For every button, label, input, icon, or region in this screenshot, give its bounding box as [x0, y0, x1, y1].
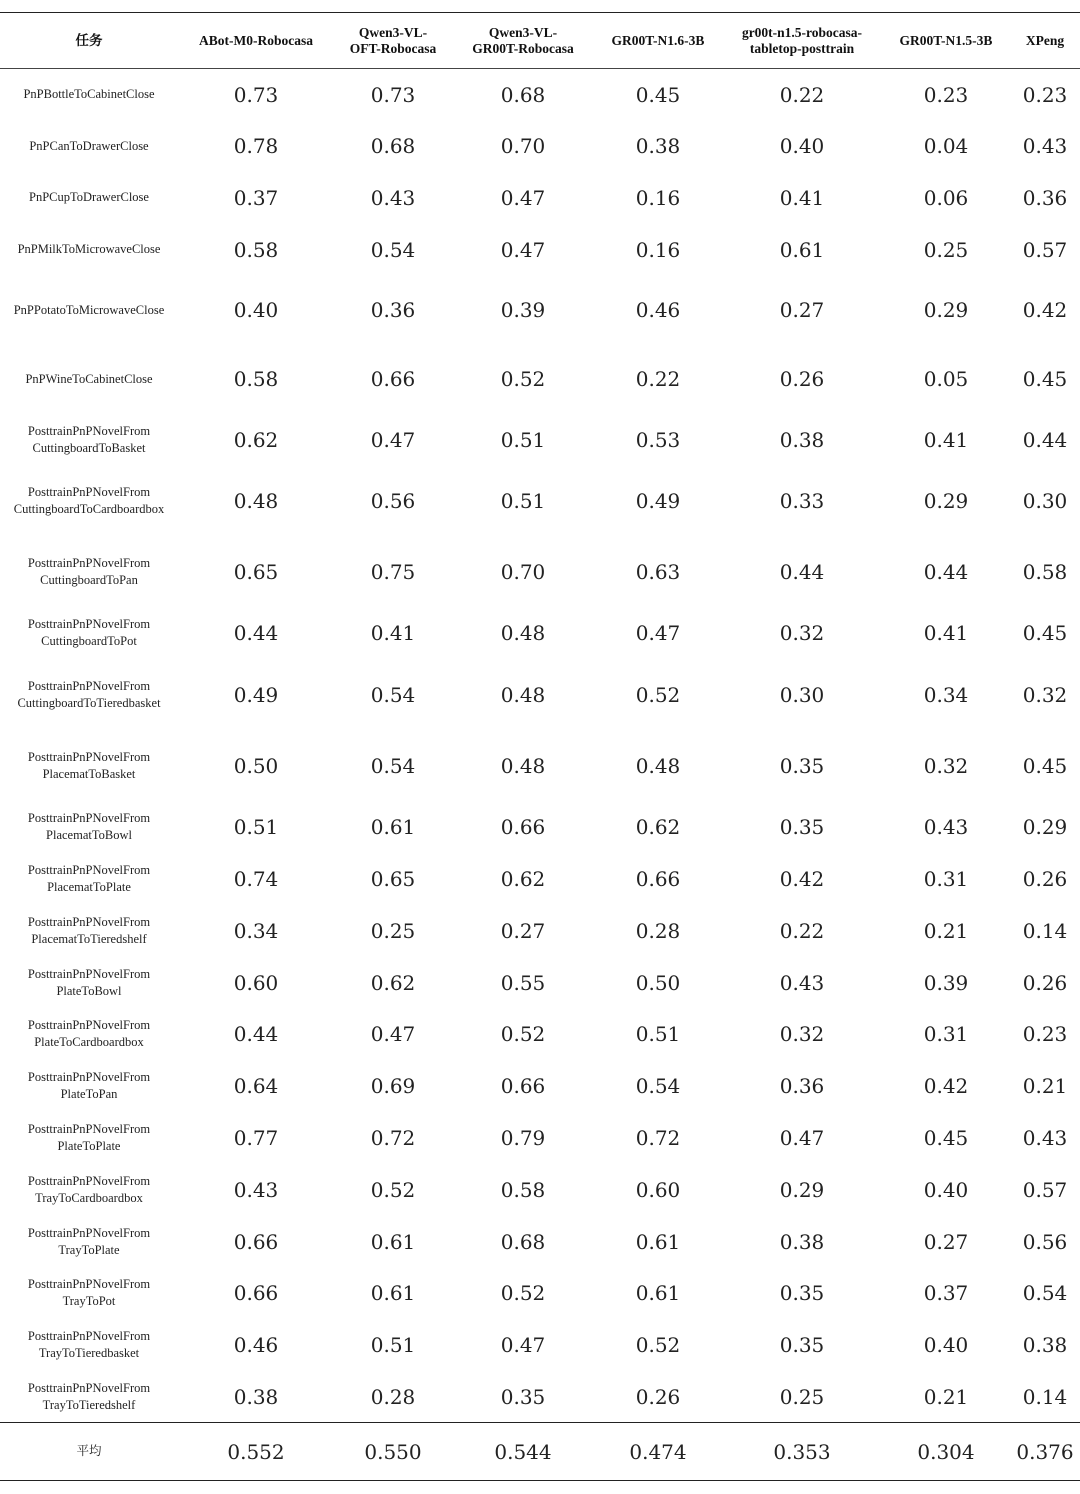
score-cell: 0.47 [370, 427, 416, 452]
table-body [0, 69, 1080, 1481]
score-cell: 0.68 [500, 82, 546, 107]
score-cell: 0.30 [779, 682, 825, 707]
score-cell: 0.32 [779, 1022, 825, 1047]
score-cell: 0.14 [1022, 918, 1068, 943]
score-cell: 0.26 [1022, 866, 1068, 891]
score-cell: 0.66 [635, 866, 681, 891]
score-cell: 0.29 [779, 1177, 825, 1202]
score-cell: 0.65 [370, 866, 416, 891]
score-cell: 0.48 [233, 488, 279, 513]
score-cell: 0.66 [233, 1229, 279, 1254]
header-model: gr00t-n1.5-robocasa- tabletop-posttrain [722, 13, 882, 69]
score-cell: 0.66 [370, 367, 416, 392]
score-cell: 0.23 [1022, 82, 1068, 107]
score-cell: 0.47 [500, 237, 546, 262]
score-cell: 0.38 [779, 1229, 825, 1254]
task-name: PosttrainPnPNovelFrom TrayToCardboardbox [27, 1173, 151, 1205]
header-model: GR00T-N1.5-3B [882, 13, 1010, 69]
score-cell: 0.48 [500, 682, 546, 707]
score-cell: 0.31 [923, 1022, 969, 1047]
score-cell: 0.61 [370, 815, 416, 840]
table-row [0, 224, 1080, 276]
score-cell: 0.38 [779, 427, 825, 452]
score-cell: 0.48 [500, 753, 546, 778]
score-cell: 0.27 [923, 1229, 969, 1254]
score-cell: 0.21 [923, 1384, 969, 1409]
score-cell: 0.54 [370, 237, 416, 262]
score-cell: 0.43 [1022, 1125, 1068, 1150]
table-row [0, 276, 1080, 345]
score-cell: 0.44 [923, 559, 969, 584]
header-model: Qwen3-VL- OFT-Robocasa [334, 13, 452, 69]
table-row [0, 1267, 1080, 1319]
average-label: 平均 [0, 1423, 178, 1481]
score-cell: 0.73 [233, 82, 279, 107]
score-cell: 0.36 [370, 298, 416, 323]
score-cell: 0.52 [500, 1022, 546, 1047]
task-name: PosttrainPnPNovelFrom TrayToPlate [27, 1225, 151, 1257]
task-name: PosttrainPnPNovelFrom TrayToTieredbasket [27, 1329, 151, 1361]
score-cell: 0.45 [1022, 753, 1068, 778]
score-cell: 0.55 [500, 970, 546, 995]
score-cell: 0.38 [233, 1384, 279, 1409]
score-cell: 0.48 [500, 621, 546, 646]
table-row [0, 659, 1080, 730]
task-name: PnPPotatoToMicrowaveClose [13, 302, 165, 317]
task-name: PosttrainPnPNovelFrom PlacematToBowl [27, 811, 151, 843]
table-row [0, 1319, 1080, 1371]
score-cell: 0.30 [1022, 488, 1068, 513]
score-cell: 0.45 [1022, 367, 1068, 392]
score-cell: 0.52 [370, 1177, 416, 1202]
score-cell: 0.62 [233, 427, 279, 452]
score-cell: 0.14 [1022, 1384, 1068, 1409]
table-row [0, 69, 1080, 121]
average-score-cell: 0.550 [334, 1423, 452, 1481]
average-score-cell: 0.353 [722, 1423, 882, 1481]
score-cell: 0.41 [779, 185, 825, 210]
score-cell: 0.44 [233, 1022, 279, 1047]
score-cell: 0.61 [635, 1229, 681, 1254]
table-row [0, 1060, 1080, 1112]
score-cell: 0.66 [233, 1281, 279, 1306]
task-name: PosttrainPnPNovelFrom TrayToTieredshelf [27, 1380, 151, 1412]
score-cell: 0.27 [500, 918, 546, 943]
score-cell: 0.28 [370, 1384, 416, 1409]
table-row [0, 1216, 1080, 1268]
header-model: Qwen3-VL- GR00T-Robocasa [452, 13, 594, 69]
header-model: XPeng [1010, 13, 1080, 69]
score-cell: 0.22 [779, 918, 825, 943]
score-cell: 0.46 [233, 1333, 279, 1358]
score-cell: 0.04 [923, 134, 969, 159]
task-name: PosttrainPnPNovelFrom PlacematToTieredshelf [27, 914, 151, 946]
score-cell: 0.49 [635, 488, 681, 513]
score-cell: 0.43 [923, 815, 969, 840]
score-cell: 0.52 [500, 1281, 546, 1306]
score-cell: 0.34 [923, 682, 969, 707]
score-cell: 0.79 [500, 1125, 546, 1150]
score-cell: 0.51 [635, 1022, 681, 1047]
score-cell: 0.31 [923, 866, 969, 891]
score-cell: 0.29 [1022, 815, 1068, 840]
task-name: PosttrainPnPNovelFrom PlateToPan [27, 1070, 151, 1102]
score-cell: 0.36 [1022, 185, 1068, 210]
average-score-cell: 0.304 [882, 1423, 1010, 1481]
table-row [0, 1112, 1080, 1164]
score-cell: 0.27 [779, 298, 825, 323]
score-cell: 0.54 [370, 682, 416, 707]
score-cell: 0.50 [233, 753, 279, 778]
score-cell: 0.68 [370, 134, 416, 159]
score-cell: 0.21 [923, 918, 969, 943]
average-score-cell: 0.544 [452, 1423, 594, 1481]
score-cell: 0.41 [923, 427, 969, 452]
header-model: GR00T-N1.6-3B [594, 13, 722, 69]
score-cell: 0.63 [635, 559, 681, 584]
score-cell: 0.75 [370, 559, 416, 584]
table-row [0, 172, 1080, 224]
score-cell: 0.42 [923, 1074, 969, 1099]
score-cell: 0.52 [635, 1333, 681, 1358]
score-cell: 0.54 [635, 1074, 681, 1099]
score-cell: 0.64 [233, 1074, 279, 1099]
task-name: PosttrainPnPNovelFrom CuttingboardToPot [27, 617, 151, 649]
score-cell: 0.41 [923, 621, 969, 646]
score-cell: 0.61 [635, 1281, 681, 1306]
table-row [0, 120, 1080, 172]
score-cell: 0.21 [1022, 1074, 1068, 1099]
score-cell: 0.45 [1022, 621, 1068, 646]
score-cell: 0.40 [779, 134, 825, 159]
score-cell: 0.51 [233, 815, 279, 840]
task-name: PosttrainPnPNovelFrom PlacematToBasket [27, 749, 151, 781]
score-cell: 0.54 [1022, 1281, 1068, 1306]
score-cell: 0.58 [500, 1177, 546, 1202]
table-row [0, 957, 1080, 1009]
score-cell: 0.61 [779, 237, 825, 262]
score-cell: 0.62 [635, 815, 681, 840]
score-cell: 0.39 [500, 298, 546, 323]
score-cell: 0.37 [233, 185, 279, 210]
score-cell: 0.47 [635, 621, 681, 646]
score-cell: 0.44 [233, 621, 279, 646]
table-row [0, 345, 1080, 414]
task-name: PosttrainPnPNovelFrom CuttingboardToPan [27, 555, 151, 587]
score-cell: 0.62 [500, 866, 546, 891]
score-cell: 0.23 [923, 82, 969, 107]
average-score-cell: 0.474 [594, 1423, 722, 1481]
score-cell: 0.61 [370, 1281, 416, 1306]
table-row [0, 607, 1080, 659]
score-cell: 0.58 [1022, 559, 1068, 584]
table-row [0, 1371, 1080, 1423]
table-row [0, 905, 1080, 957]
score-cell: 0.29 [923, 488, 969, 513]
score-cell: 0.36 [779, 1074, 825, 1099]
average-score-cell: 0.376 [1010, 1423, 1080, 1481]
score-cell: 0.52 [635, 682, 681, 707]
task-name: PosttrainPnPNovelFrom PlacematToPlate [27, 862, 151, 894]
score-cell: 0.49 [233, 682, 279, 707]
score-cell: 0.37 [923, 1281, 969, 1306]
score-cell: 0.68 [500, 1229, 546, 1254]
score-cell: 0.51 [370, 1333, 416, 1358]
score-cell: 0.52 [500, 367, 546, 392]
score-cell: 0.54 [370, 753, 416, 778]
score-cell: 0.45 [923, 1125, 969, 1150]
score-cell: 0.44 [779, 559, 825, 584]
score-cell: 0.16 [635, 237, 681, 262]
score-cell: 0.43 [233, 1177, 279, 1202]
task-name: PosttrainPnPNovelFrom PlateToCardboardbox [27, 1018, 151, 1050]
score-cell: 0.38 [1022, 1333, 1068, 1358]
score-cell: 0.53 [635, 427, 681, 452]
score-cell: 0.47 [500, 185, 546, 210]
score-cell: 0.72 [370, 1125, 416, 1150]
score-cell: 0.57 [1022, 1177, 1068, 1202]
average-score-cell: 0.552 [178, 1423, 334, 1481]
task-name: PosttrainPnPNovelFrom CuttingboardToTieredbasket [17, 678, 161, 710]
score-cell: 0.60 [233, 970, 279, 995]
score-cell: 0.43 [779, 970, 825, 995]
score-cell: 0.23 [1022, 1022, 1068, 1047]
table-row [0, 414, 1080, 466]
score-cell: 0.69 [370, 1074, 416, 1099]
score-cell: 0.40 [923, 1177, 969, 1202]
score-cell: 0.05 [923, 367, 969, 392]
score-cell: 0.25 [779, 1384, 825, 1409]
table-row [0, 730, 1080, 801]
score-cell: 0.74 [233, 866, 279, 891]
score-cell: 0.35 [779, 815, 825, 840]
score-cell: 0.57 [1022, 237, 1068, 262]
score-cell: 0.51 [500, 488, 546, 513]
score-cell: 0.32 [779, 621, 825, 646]
score-cell: 0.35 [779, 1281, 825, 1306]
score-cell: 0.34 [233, 918, 279, 943]
table-row [0, 853, 1080, 905]
score-cell: 0.46 [635, 298, 681, 323]
score-cell: 0.33 [779, 488, 825, 513]
score-cell: 0.56 [370, 488, 416, 513]
table-row [0, 1164, 1080, 1216]
score-cell: 0.22 [779, 82, 825, 107]
table-row [0, 1008, 1080, 1060]
score-cell: 0.16 [635, 185, 681, 210]
score-cell: 0.73 [370, 82, 416, 107]
score-cell: 0.25 [370, 918, 416, 943]
score-cell: 0.29 [923, 298, 969, 323]
score-cell: 0.42 [779, 866, 825, 891]
score-cell: 0.66 [500, 815, 546, 840]
task-name: PosttrainPnPNovelFrom PlateToBowl [27, 966, 151, 998]
task-name: PosttrainPnPNovelFrom CuttingboardToCardboardbox [13, 484, 165, 516]
average-row [0, 1423, 1080, 1481]
score-cell: 0.43 [370, 185, 416, 210]
table-row [0, 536, 1080, 607]
score-cell: 0.32 [923, 753, 969, 778]
score-cell: 0.50 [635, 970, 681, 995]
score-cell: 0.58 [233, 237, 279, 262]
task-name: PnPMilkToMicrowaveClose [17, 242, 161, 257]
score-cell: 0.47 [779, 1125, 825, 1150]
score-cell: 0.42 [1022, 298, 1068, 323]
score-cell: 0.26 [779, 367, 825, 392]
score-cell: 0.40 [923, 1333, 969, 1358]
score-cell: 0.65 [233, 559, 279, 584]
score-cell: 0.72 [635, 1125, 681, 1150]
score-cell: 0.41 [370, 621, 416, 646]
score-cell: 0.35 [779, 753, 825, 778]
task-name: PnPWineToCabinetClose [25, 371, 153, 386]
score-cell: 0.32 [1022, 682, 1068, 707]
score-cell: 0.58 [233, 367, 279, 392]
score-cell: 0.26 [635, 1384, 681, 1409]
task-name: PnPCupToDrawerClose [29, 190, 149, 205]
table-row [0, 465, 1080, 536]
score-cell: 0.38 [635, 134, 681, 159]
score-cell: 0.66 [500, 1074, 546, 1099]
header-task: 任务 [0, 13, 178, 69]
score-cell: 0.47 [500, 1333, 546, 1358]
score-cell: 0.35 [500, 1384, 546, 1409]
header-row [0, 13, 1080, 69]
score-cell: 0.51 [500, 427, 546, 452]
score-cell: 0.61 [370, 1229, 416, 1254]
score-cell: 0.62 [370, 970, 416, 995]
score-cell: 0.70 [500, 134, 546, 159]
score-cell: 0.26 [1022, 970, 1068, 995]
task-name: PosttrainPnPNovelFrom TrayToPot [27, 1277, 151, 1309]
score-cell: 0.22 [635, 367, 681, 392]
score-cell: 0.78 [233, 134, 279, 159]
task-name: PosttrainPnPNovelFrom PlateToPlate [27, 1121, 151, 1153]
task-name: PnPCanToDrawerClose [29, 138, 149, 153]
task-name: PnPBottleToCabinetClose [23, 87, 155, 102]
score-cell: 0.44 [1022, 427, 1068, 452]
score-cell: 0.56 [1022, 1229, 1068, 1254]
task-name: PosttrainPnPNovelFrom CuttingboardToBasket [27, 423, 151, 455]
score-cell: 0.45 [635, 82, 681, 107]
score-cell: 0.25 [923, 237, 969, 262]
score-cell: 0.60 [635, 1177, 681, 1202]
score-cell: 0.40 [233, 298, 279, 323]
score-cell: 0.39 [923, 970, 969, 995]
results-table [0, 12, 1080, 1481]
score-cell: 0.77 [233, 1125, 279, 1150]
score-cell: 0.47 [370, 1022, 416, 1047]
score-cell: 0.48 [635, 753, 681, 778]
score-cell: 0.35 [779, 1333, 825, 1358]
score-cell: 0.43 [1022, 134, 1068, 159]
header-model: ABot-M0-Robocasa [178, 13, 334, 69]
score-cell: 0.06 [923, 185, 969, 210]
table-row [0, 801, 1080, 853]
score-cell: 0.28 [635, 918, 681, 943]
score-cell: 0.70 [500, 559, 546, 584]
